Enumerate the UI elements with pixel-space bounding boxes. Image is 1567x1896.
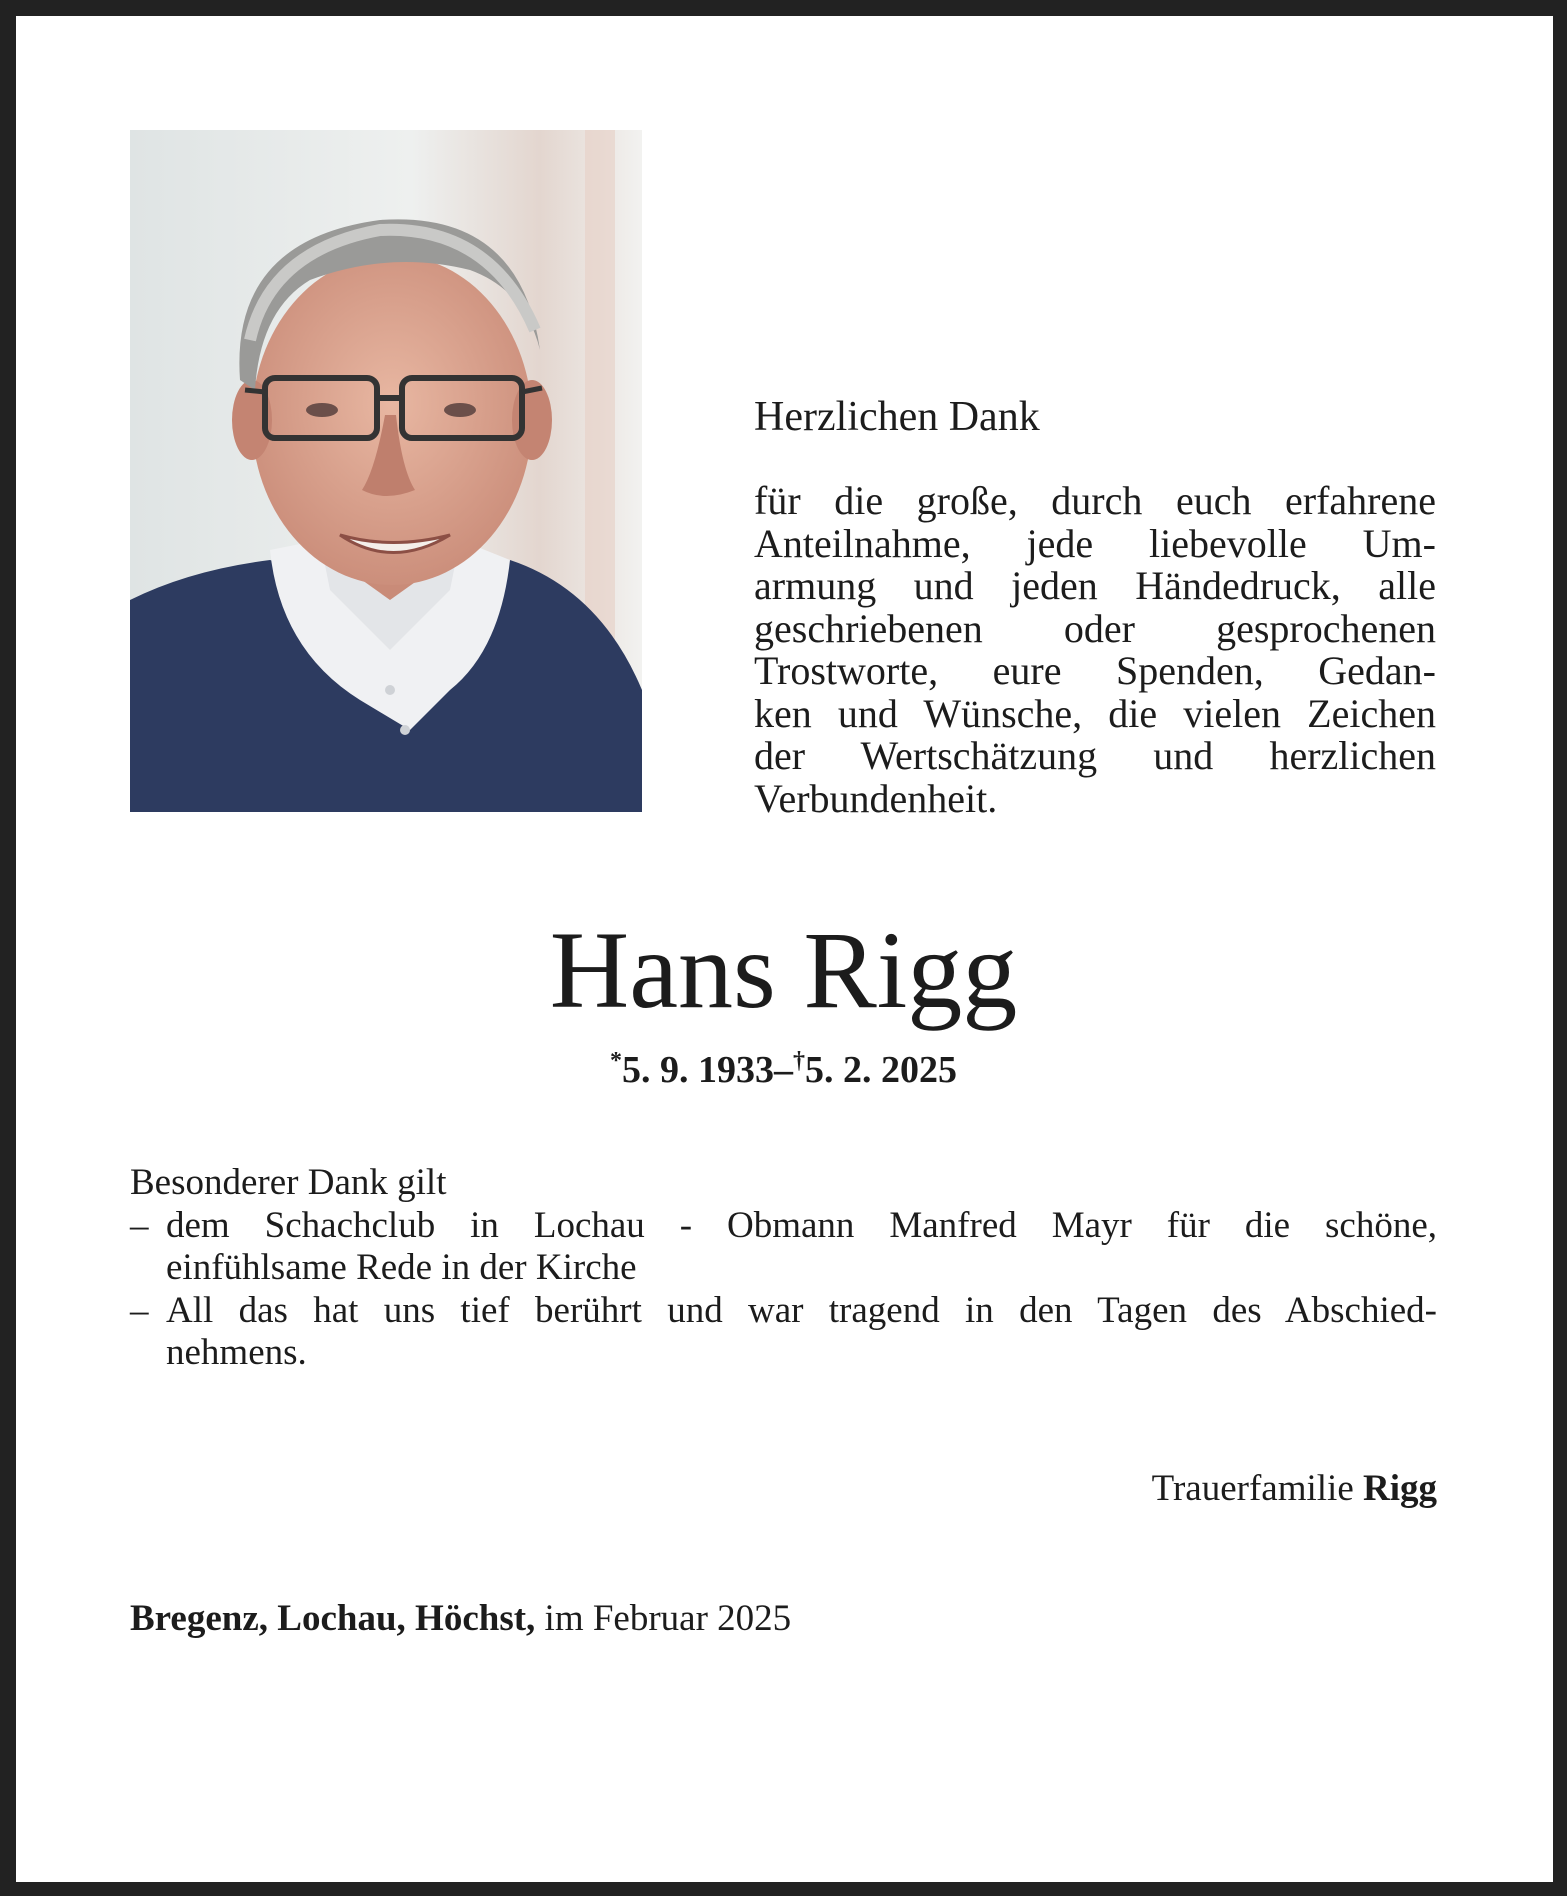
thanks-line: Anteilnahme, jede liebevolle Um- [754, 520, 1436, 566]
thanks-title: Herzlichen Dank [754, 394, 1040, 440]
list-item [130, 1290, 1437, 1375]
date-text: im Februar 2025 [544, 1598, 792, 1639]
death-cross-icon: † [793, 1048, 805, 1074]
dash-icon: – [130, 1204, 149, 1246]
signature-family: Rigg [1363, 1468, 1437, 1509]
special-thanks [130, 1162, 1437, 1375]
signature [900, 1464, 1437, 1514]
thanks-line: Verbundenheit. [754, 775, 998, 821]
place-names: Bregenz, Lochau, Höchst, [130, 1598, 536, 1639]
list-item-line: dem Schachclub in Lochau - Obmann Manfred Mayr für die schöne, [166, 1204, 1437, 1246]
portrait-photo [130, 130, 642, 812]
dash-icon: – [130, 1289, 149, 1331]
special-thanks-heading: Besonderer Dank gilt [130, 1162, 447, 1203]
thanks-line: armung und jeden Händedruck, alle [754, 563, 1436, 608]
birth-date: 5. 9. 1933 [622, 1049, 774, 1091]
death-date: 5. 2. 2025 [805, 1049, 957, 1091]
birth-star-icon: * [610, 1048, 622, 1074]
thanks-line: Trostworte, eure Spenden, Gedan- [754, 648, 1436, 693]
list-item-line: All das hat uns tief berührt und war tragend in den Tagen des Abschied- [166, 1289, 1437, 1331]
list-item [130, 1205, 1437, 1290]
thanks-line: ken und Wünsche, die vielen Zeichen [754, 690, 1436, 736]
thanks-text [754, 480, 1436, 820]
deceased-name: Hans Rigg [549, 909, 1018, 1031]
signature-prefix: Trauerfamilie [1151, 1468, 1354, 1509]
date-separator: – [774, 1049, 793, 1091]
thanks-line: geschriebenen oder gesprochenen [754, 605, 1436, 651]
thanks-line: der Wertschätzung und herzlichen [754, 733, 1436, 778]
list-item-line: einfühlsame Rede in der Kirche [166, 1247, 637, 1288]
life-dates [0, 1036, 1567, 1095]
list-item-line: nehmens. [166, 1332, 307, 1373]
place-date [130, 1594, 791, 1644]
special-thanks-list [130, 1205, 1437, 1375]
thanks-line: für die große, durch euch erfahrene [754, 478, 1436, 523]
